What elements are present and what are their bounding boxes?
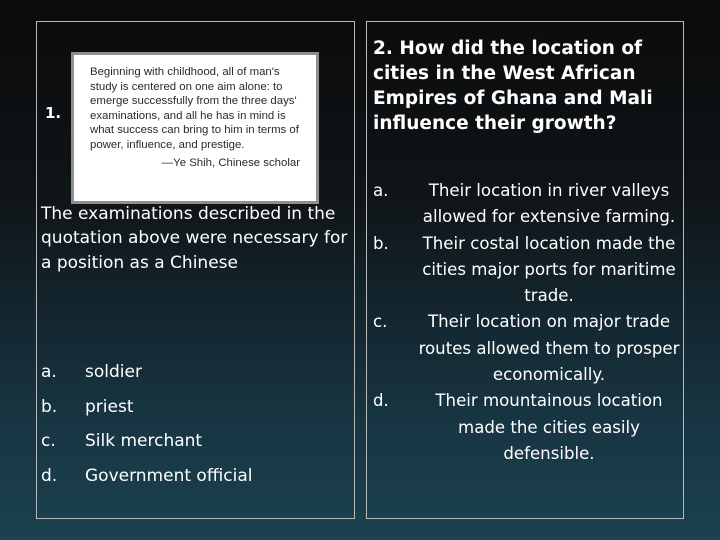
option-text: soldier	[85, 362, 142, 383]
option-letter: a.	[41, 362, 57, 383]
option-d[interactable]	[373, 388, 683, 467]
quote-attribution: —Ye Shih, Chinese scholar	[161, 157, 300, 169]
question-1-options	[41, 355, 341, 493]
option-b[interactable]	[41, 390, 341, 425]
option-letter: b.	[41, 396, 58, 417]
option-a[interactable]	[41, 355, 341, 390]
option-letter: c.	[373, 312, 388, 332]
option-letter: a.	[373, 181, 389, 200]
option-text: Their location on major trade routes allowed them to prosper economically.	[418, 312, 680, 385]
option-text: Government official	[85, 465, 253, 486]
option-c[interactable]	[373, 309, 683, 388]
quote-line: power, influence, and prestige.	[90, 138, 245, 151]
option-letter: d.	[373, 391, 389, 411]
option-b[interactable]	[373, 231, 683, 310]
option-text: Their mountainous location made the cities easily defensible.	[435, 391, 663, 463]
question-2-options	[373, 178, 683, 467]
question-2-title: 2. How did the location of cities in the West African Empires of Ghana and Mali influence their growth?	[373, 38, 653, 134]
question-1-panel	[36, 21, 355, 519]
option-a[interactable]	[373, 178, 683, 231]
option-text: priest	[85, 396, 134, 417]
question-2-panel	[366, 21, 684, 519]
option-c[interactable]	[41, 424, 341, 459]
question-1-number: 1.	[45, 104, 62, 122]
quotation-image	[71, 52, 319, 204]
question-1-stem: The examinations described in the quotation above were necessary for a position as a Chinese	[41, 204, 348, 273]
quote-line: study is centered on one aim alone: to	[90, 80, 283, 93]
option-d[interactable]	[41, 459, 341, 494]
quote-line: examinations, and all he has in mind is	[90, 109, 286, 122]
option-letter: d.	[41, 465, 58, 486]
quote-line: Beginning with childhood, all of man's	[90, 66, 280, 78]
option-text: Their costal location made the cities major ports for maritime trade.	[422, 233, 676, 306]
option-letter: c.	[41, 431, 56, 452]
option-letter: b.	[373, 233, 389, 253]
quote-line: what success can bring to him in terms of	[90, 124, 299, 136]
option-text: Their location in river valleys allowed for extensive farming.	[422, 181, 676, 227]
option-text: Silk merchant	[85, 431, 203, 452]
quote-line: emerge successfully from the three days'	[90, 95, 297, 107]
